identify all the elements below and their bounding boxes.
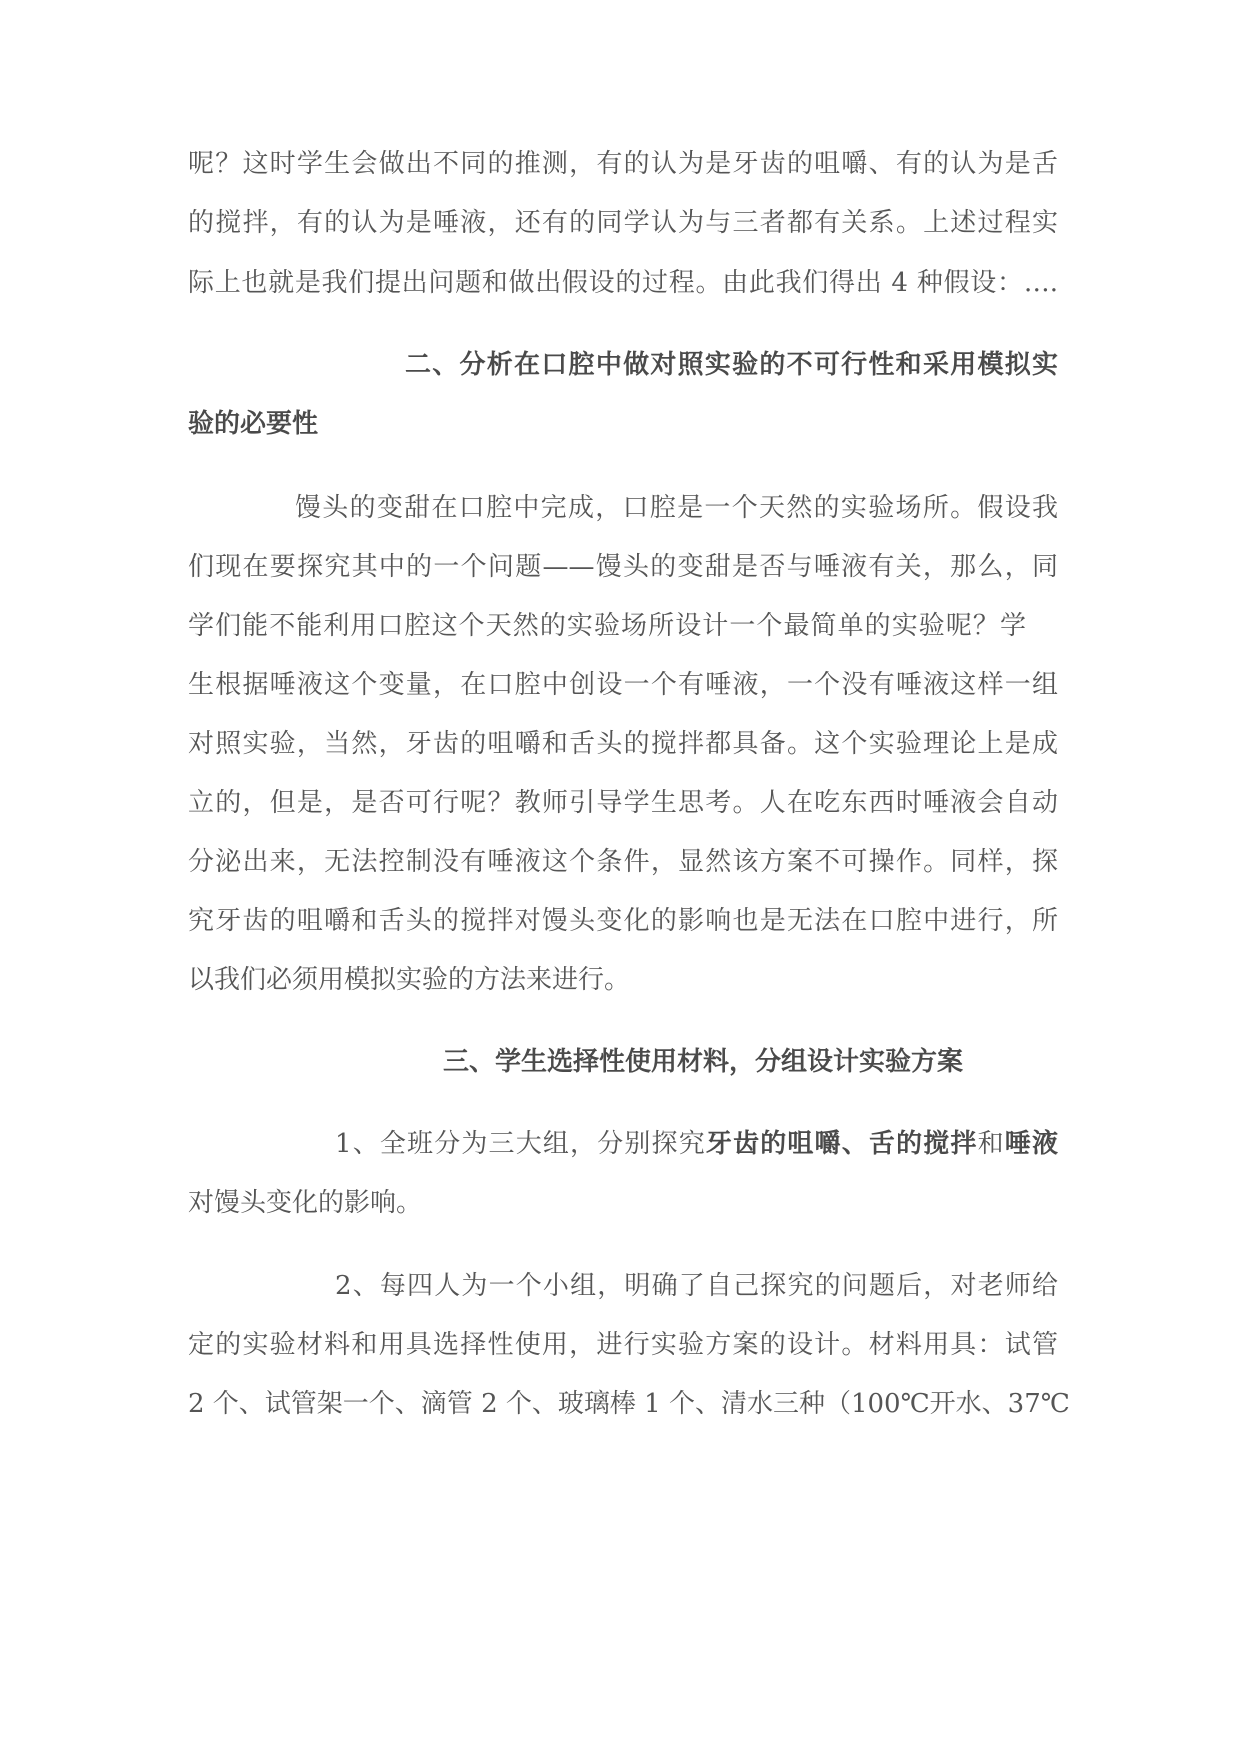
section2-para-line-2: 们现在要探究其中的一个问题——馒头的变甜是否与唾液有关，那么，同 xyxy=(188,552,1058,582)
section2-heading-line-1: 二、分析在口腔中做对照实验的不可行性和采用模拟实 xyxy=(405,350,1058,380)
section2-para-line-7: 分泌出来，无法控制没有唾液这个条件，显然该方案不可操作。同样，探 xyxy=(188,847,1058,877)
item2-line-2: 定的实验材料和用具选择性使用，进行实验方案的设计。材料用具：试管 xyxy=(188,1330,1058,1360)
section3-heading: 三、学生选择性使用材料，分组设计实验方案 xyxy=(443,1047,964,1077)
section2-para-line-4: 生根据唾液这个变量，在口腔中创设一个有唾液，一个没有唾液这样一组 xyxy=(188,670,1058,700)
intro-line-2: 的搅拌，有的认为是唾液，还有的同学认为与三者都有关系。上述过程实 xyxy=(188,208,1058,238)
item1-tongue-stirring: 舌的搅拌 xyxy=(868,1129,978,1159)
section2-para-line-1: 馒头的变甜在口腔中完成，口腔是一个天然的实验场所。假设我 xyxy=(295,493,1058,523)
section2-para-line-5: 对照实验，当然，牙齿的咀嚼和舌头的搅拌都具备。这个实验理论上是成 xyxy=(188,729,1058,759)
item1-sep1: 、 xyxy=(841,1129,869,1159)
intro-line-1: 呢？这时学生会做出不同的推测，有的认为是牙齿的咀嚼、有的认为是舌 xyxy=(188,149,1058,179)
section2-para-line-6: 立的，但是，是否可行呢？教师引导学生思考。人在吃东西时唾液会自动 xyxy=(188,788,1058,818)
item2-line-1: 2、每四人为一个小组，明确了自己探究的问题后，对老师给 xyxy=(335,1271,1058,1301)
item1-line-2: 对馒头变化的影响。 xyxy=(188,1188,423,1218)
section2-heading-line-2: 验的必要性 xyxy=(188,409,319,439)
item1-saliva: 唾液 xyxy=(1004,1129,1058,1159)
section2-para-line-8: 究牙齿的咀嚼和舌头的搅拌对馒头变化的影响也是无法在口腔中进行，所 xyxy=(188,906,1058,936)
section2-para-line-3: 学们能不能利用口腔这个天然的实验场所设计一个最简单的实验呢？学 xyxy=(188,611,1026,641)
item1-prefix: 1、全班分为三大组，分别探究 xyxy=(335,1129,706,1159)
item1-teeth-chewing: 牙齿的咀嚼 xyxy=(705,1129,842,1159)
item2-line-3: 2 个、试管架一个、滴管 2 个、玻璃棒 1 个、清水三种（100℃开水、37℃ xyxy=(188,1389,1070,1419)
item1-sep2: 和 xyxy=(977,1129,1005,1159)
item1-line-1 xyxy=(335,1124,1058,1164)
intro-line-3: 际上也就是我们提出问题和做出假设的过程。由此我们得出 4 种假设：…. xyxy=(188,268,1058,298)
section2-para-line-9: 以我们必须用模拟实验的方法来进行。 xyxy=(188,965,631,995)
